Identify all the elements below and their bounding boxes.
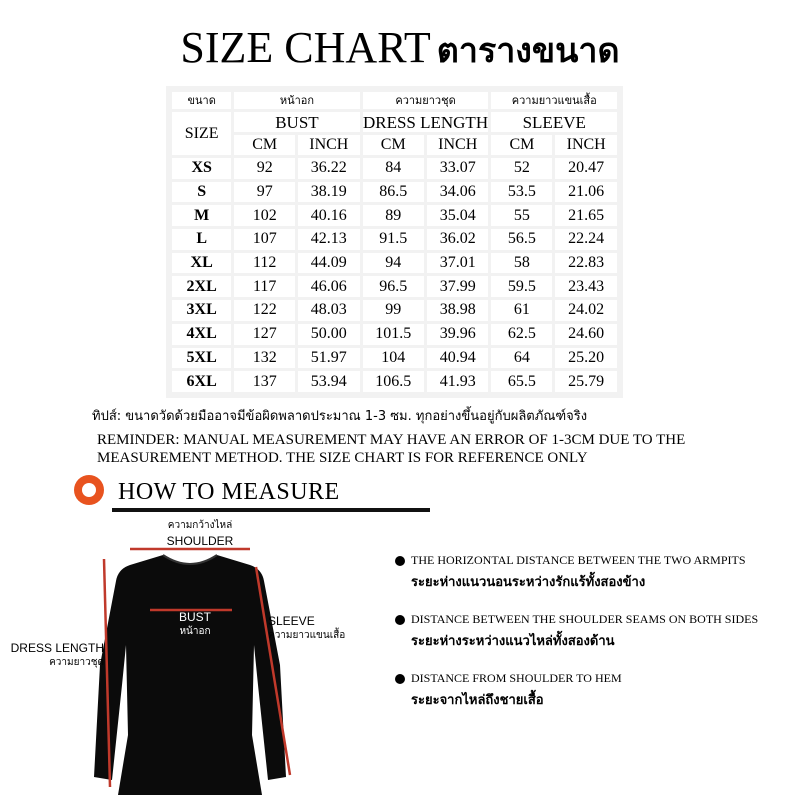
- header-bust: BUST: [234, 112, 359, 132]
- measurement-cell: 22.83: [555, 253, 617, 274]
- bullet-dot-icon: [395, 615, 405, 625]
- measurement-cell: 107: [234, 229, 295, 250]
- title-english: SIZE CHART: [180, 23, 431, 72]
- measurement-cell: 64: [491, 348, 552, 369]
- page-title: [0, 22, 800, 77]
- measurement-cell: 37.99: [427, 276, 489, 297]
- measurement-cell: 39.96: [427, 324, 489, 345]
- measurement-cell: 86.5: [363, 182, 424, 203]
- bullet-english: DISTANCE FROM SHOULDER TO HEM: [411, 671, 622, 685]
- measurement-cell: 59.5: [491, 276, 552, 297]
- measurement-cell: 40.94: [427, 348, 489, 369]
- table-row: [172, 182, 617, 203]
- measurement-cell: 34.06: [427, 182, 489, 203]
- table-row: [172, 348, 617, 369]
- dress-length-label: [4, 641, 104, 670]
- measurement-cell: 21.06: [555, 182, 617, 203]
- header-dress-length: DRESS LENGTH: [362, 112, 489, 132]
- measurement-cell: 50.00: [298, 324, 360, 345]
- measurement-cell: 94: [363, 253, 424, 274]
- header-length-thai: ความยาวชุด: [363, 92, 489, 109]
- unit-header: CM: [491, 135, 552, 155]
- shoulder-label: [140, 518, 260, 548]
- unit-header: CM: [234, 135, 295, 155]
- bust-label-thai: หน้าอก: [179, 626, 211, 637]
- measurement-cell: 122: [234, 300, 295, 321]
- measurement-cell: 53.94: [298, 371, 360, 392]
- title-thai: ตารางขนาด: [436, 31, 620, 71]
- bullet-thai: ระยะห่างระหว่างแนวไหล่ทั้งสองด้าน: [411, 634, 615, 649]
- measurement-cell: 127: [234, 324, 295, 345]
- measurement-cell: 96.5: [363, 276, 424, 297]
- header-size: SIZE: [172, 112, 231, 155]
- measurement-cell: 51.97: [298, 348, 360, 369]
- measurement-cell: 40.16: [298, 205, 360, 226]
- dress-length-label-thai: ความยาวชุด: [49, 657, 104, 668]
- dress-length-label-english: DRESS LENGTH: [10, 641, 104, 655]
- measurement-cell: 106.5: [363, 371, 424, 392]
- bullet-length: [395, 671, 795, 710]
- header-bust-thai: หน้าอก: [234, 92, 359, 109]
- measurement-cell: 92: [234, 158, 295, 179]
- measurement-cell: 38.98: [427, 300, 489, 321]
- bullet-english: THE HORIZONTAL DISTANCE BETWEEN THE TWO ARMPITS: [411, 553, 746, 567]
- header-sleeve: SLEEVE: [491, 112, 617, 132]
- measurement-cell: 58: [491, 253, 552, 274]
- bullet-bust: [395, 553, 795, 592]
- measurement-cell: 22.24: [555, 229, 617, 250]
- measurement-cell: 56.5: [491, 229, 552, 250]
- measurement-cell: 52: [491, 158, 552, 179]
- size-cell: M: [172, 205, 231, 226]
- header-sleeve-thai: ความยาวแขนเสื้อ: [491, 92, 617, 109]
- measurement-cell: 84: [363, 158, 424, 179]
- bullet-english: DISTANCE BETWEEN THE SHOULDER SEAMS ON BOTH SIDES: [411, 612, 759, 626]
- shoulder-label-thai: ความกว้างไหล่: [167, 520, 233, 531]
- size-cell: 3XL: [172, 300, 231, 321]
- size-cell: XS: [172, 158, 231, 179]
- size-table: [169, 89, 620, 395]
- size-chart: [166, 86, 623, 398]
- measurement-cell: 41.93: [427, 371, 489, 392]
- unit-header: INCH: [427, 135, 489, 155]
- measurement-cell: 24.02: [555, 300, 617, 321]
- measurement-cell: 97: [234, 182, 295, 203]
- bust-label-english: BUST: [178, 610, 211, 624]
- heading-underline: [112, 508, 430, 512]
- bullet-thai: ระยะจากไหล่ถึงชายเสื้อ: [411, 693, 544, 708]
- measurement-cell: 132: [234, 348, 295, 369]
- table-row: [172, 158, 617, 179]
- bullet-thai: ระยะห่างแนวนอนระหว่างรักแร้ทั้งสองข้าง: [411, 575, 646, 590]
- measurement-cell: 53.5: [491, 182, 552, 203]
- measurement-cell: 42.13: [298, 229, 360, 250]
- measurement-cell: 101.5: [363, 324, 424, 345]
- size-cell: 2XL: [172, 276, 231, 297]
- measurement-cell: 33.07: [427, 158, 489, 179]
- measurement-cell: 21.65: [555, 205, 617, 226]
- header-row-english: [172, 112, 617, 132]
- header-size-thai: ขนาด: [172, 92, 231, 109]
- measurement-cell: 55: [491, 205, 552, 226]
- table-row: [172, 371, 617, 392]
- reminder-english: REMINDER: MANUAL MEASUREMENT MAY HAVE AN ERROR OF 1-3CM DUE TO THE MEASUREMENT METHOD. THE SIZE CHART IS FOR REFERENCE ONLY: [97, 432, 686, 466]
- measurement-cell: 102: [234, 205, 295, 226]
- measurement-cell: 104: [363, 348, 424, 369]
- measurement-cell: 25.20: [555, 348, 617, 369]
- table-row: [172, 324, 617, 345]
- measurement-cell: 36.22: [298, 158, 360, 179]
- measurement-cell: 89: [363, 205, 424, 226]
- measurement-cell: 137: [234, 371, 295, 392]
- measurement-cell: 23.43: [555, 276, 617, 297]
- sleeve-label: [268, 614, 345, 643]
- unit-header: INCH: [555, 135, 617, 155]
- measurement-cell: 44.09: [298, 253, 360, 274]
- measurement-cell: 99: [363, 300, 424, 321]
- table-row: [172, 253, 617, 274]
- header-row-units: [172, 135, 617, 155]
- measurement-cell: 24.60: [555, 324, 617, 345]
- size-cell: XL: [172, 253, 231, 274]
- bullet-dot-icon: [395, 556, 405, 566]
- how-to-measure-title: HOW TO MEASURE: [118, 479, 340, 505]
- measurement-cell: 20.47: [555, 158, 617, 179]
- measurement-cell: 65.5: [491, 371, 552, 392]
- measurement-cell: 62.5: [491, 324, 552, 345]
- measurement-cell: 117: [234, 276, 295, 297]
- measurement-cell: 38.19: [298, 182, 360, 203]
- measurement-cell: 48.03: [298, 300, 360, 321]
- table-row: [172, 229, 617, 250]
- measurement-explanations: [395, 553, 795, 730]
- table-row: [172, 205, 617, 226]
- bust-label: [160, 610, 230, 639]
- circle-badge-icon: [74, 475, 104, 505]
- measurement-cell: 61: [491, 300, 552, 321]
- size-cell: 4XL: [172, 324, 231, 345]
- measurement-cell: 37.01: [427, 253, 489, 274]
- header-row-thai: [172, 92, 617, 109]
- size-cell: 5XL: [172, 348, 231, 369]
- size-cell: 6XL: [172, 371, 231, 392]
- sleeve-label-english: SLEEVE: [268, 614, 315, 628]
- table-row: [172, 276, 617, 297]
- sleeve-label-thai: ความยาวแขนเสื้อ: [268, 630, 346, 641]
- size-cell: L: [172, 229, 231, 250]
- bullet-dot-icon: [395, 674, 405, 684]
- measurement-cell: 112: [234, 253, 295, 274]
- measurement-cell: 46.06: [298, 276, 360, 297]
- dress-shape: [94, 555, 286, 795]
- measurement-cell: 25.79: [555, 371, 617, 392]
- table-row: [172, 300, 617, 321]
- bullet-shoulder: [395, 612, 795, 651]
- tip-thai: ทิปส์: ขนาดวัดด้วยมืออาจมีข้อผิดพลาดประมาณ 1-3 ซม. ทุกอย่างขึ้นอยู่กับผลิตภัณฑ์จริง: [92, 409, 588, 424]
- size-cell: S: [172, 182, 231, 203]
- unit-header: INCH: [298, 135, 360, 155]
- how-to-measure-header: [70, 472, 730, 512]
- shoulder-label-english: SHOULDER: [166, 534, 234, 548]
- measurement-cell: 35.04: [427, 205, 489, 226]
- measurement-cell: 36.02: [427, 229, 489, 250]
- unit-header: CM: [363, 135, 424, 155]
- measurement-cell: 91.5: [363, 229, 424, 250]
